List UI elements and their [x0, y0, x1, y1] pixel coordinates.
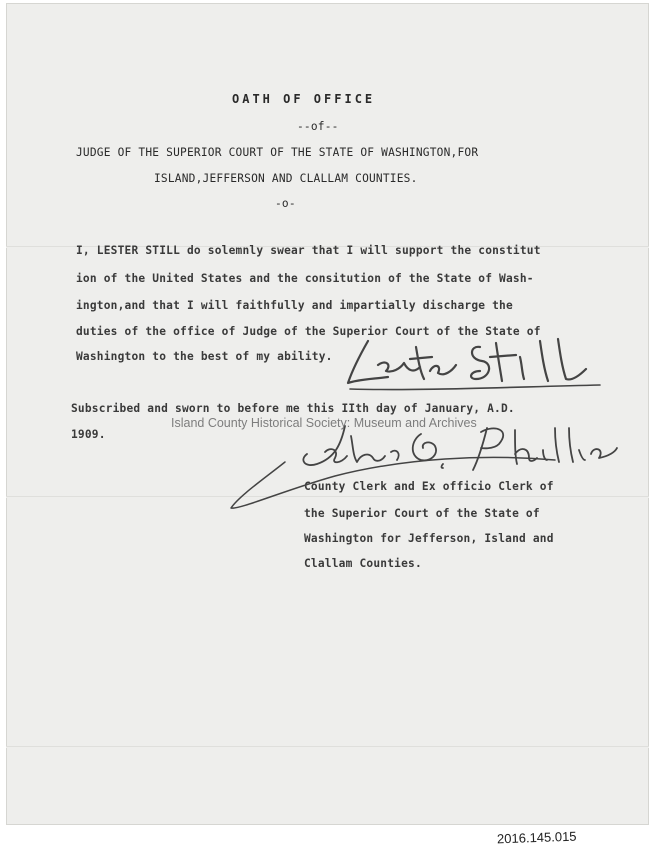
clerk-line: Clallam Counties.	[304, 557, 422, 570]
clerk-line: Washington for Jefferson, Island and	[304, 532, 554, 545]
subtitle-line: ISLAND,JEFFERSON AND CLALLAM COUNTIES.	[154, 172, 418, 185]
separator: --of--	[297, 120, 339, 133]
subscribed-year: 1909.	[71, 428, 106, 441]
clerk-line: County Clerk and Ex officio Clerk of	[304, 480, 554, 493]
document-title: OATH OF OFFICE	[232, 92, 376, 106]
separator: -o-	[275, 197, 296, 210]
signature-lester-still	[330, 335, 610, 395]
oath-line: Washington to the best of my ability.	[76, 350, 333, 363]
fold-line	[6, 746, 649, 748]
oath-line: duties of the office of Judge of the Superior Court of the State of	[76, 325, 541, 338]
subtitle-line: JUDGE OF THE SUPERIOR COURT OF THE STATE OF WASHINGTON,FOR	[76, 146, 479, 159]
oath-line: I, LESTER STILL do solemnly swear that I will support the constitut	[76, 244, 541, 257]
signature-john-p-phillips	[225, 418, 625, 518]
oath-line: ion of the United States and the consitution of the State of Wash-	[76, 272, 534, 285]
clerk-line: the Superior Court of the State of	[304, 507, 540, 520]
oath-line: ington,and that I will faithfully and impartially discharge the	[76, 299, 513, 312]
accession-number: 2016.145.015	[496, 828, 577, 847]
subscribed-line: Subscribed and sworn to before me this IIth day of January, A.D.	[71, 402, 515, 415]
watermark: Island County Historical Society: Museum and Archives	[171, 416, 477, 430]
